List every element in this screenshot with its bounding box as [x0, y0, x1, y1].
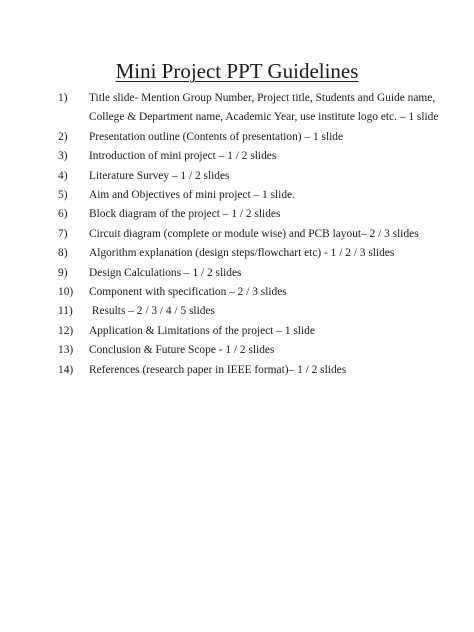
item-number: 13): [58, 344, 74, 357]
item-text: Results – 2 / 3 / 4 / 5 slides: [89, 305, 215, 318]
item-number: 6): [58, 208, 68, 221]
item-text: Circuit diagram (complete or module wise) and PCB layout– 2 / 3 slides: [89, 227, 419, 240]
item-text: References (research paper in IEEE format)– 1 / 2 slides: [89, 363, 347, 376]
list-item: [58, 322, 438, 341]
list-item: [58, 244, 438, 263]
list-item: [58, 205, 438, 224]
list-item: [58, 283, 438, 302]
item-number: 9): [58, 266, 68, 279]
page-title: Mini Project PPT Guidelines: [115, 59, 359, 83]
item-number: 12): [58, 324, 74, 337]
guideline-list: [58, 89, 438, 380]
list-item: [58, 167, 438, 186]
item-text: Application & Limitations of the project – 1 slide: [89, 324, 315, 337]
item-number: 8): [58, 247, 68, 260]
list-item: [58, 128, 438, 147]
list-item: [58, 89, 438, 128]
item-text: Design Calculations – 1 / 2 slides: [89, 266, 242, 279]
list-item: [58, 361, 438, 380]
item-text: Introduction of mini project – 1 / 2 slides: [89, 150, 277, 163]
list-item: [58, 186, 438, 205]
item-number: 7): [58, 227, 68, 240]
item-text: Conclusion & Future Scope - 1 / 2 slides: [89, 344, 275, 357]
item-text: Title slide- Mention Group Number, Project title, Students and Guide name,: [89, 92, 436, 104]
item-number: 1): [58, 92, 68, 104]
item-number: 11): [58, 305, 73, 318]
item-text-continued: College & Department name, Academic Year, use institute logo etc. – 1 slide: [89, 111, 439, 124]
item-number: 5): [58, 189, 68, 202]
list-item: [58, 302, 438, 321]
item-text: Aim and Objectives of mini project – 1 slide.: [89, 189, 295, 202]
list-item: [58, 264, 438, 283]
item-text: Block diagram of the project – 1 / 2 slides: [89, 208, 281, 221]
item-number: 14): [58, 363, 74, 376]
item-number: 4): [58, 169, 68, 182]
item-text: Literature Survey – 1 / 2 slides: [89, 169, 230, 182]
item-number: 2): [58, 130, 68, 143]
item-text: Component with specification – 2 / 3 slides: [89, 286, 287, 299]
item-number: 10): [58, 286, 74, 299]
item-text: Presentation outline (Contents of presentation) – 1 slide: [89, 130, 344, 143]
list-item: [58, 225, 438, 244]
list-item: [58, 341, 438, 360]
item-number: 3): [58, 150, 68, 163]
list-item: [58, 147, 438, 166]
item-text: Algorithm explanation (design steps/flowchart etc) - 1 / 2 / 3 slides: [89, 247, 395, 260]
